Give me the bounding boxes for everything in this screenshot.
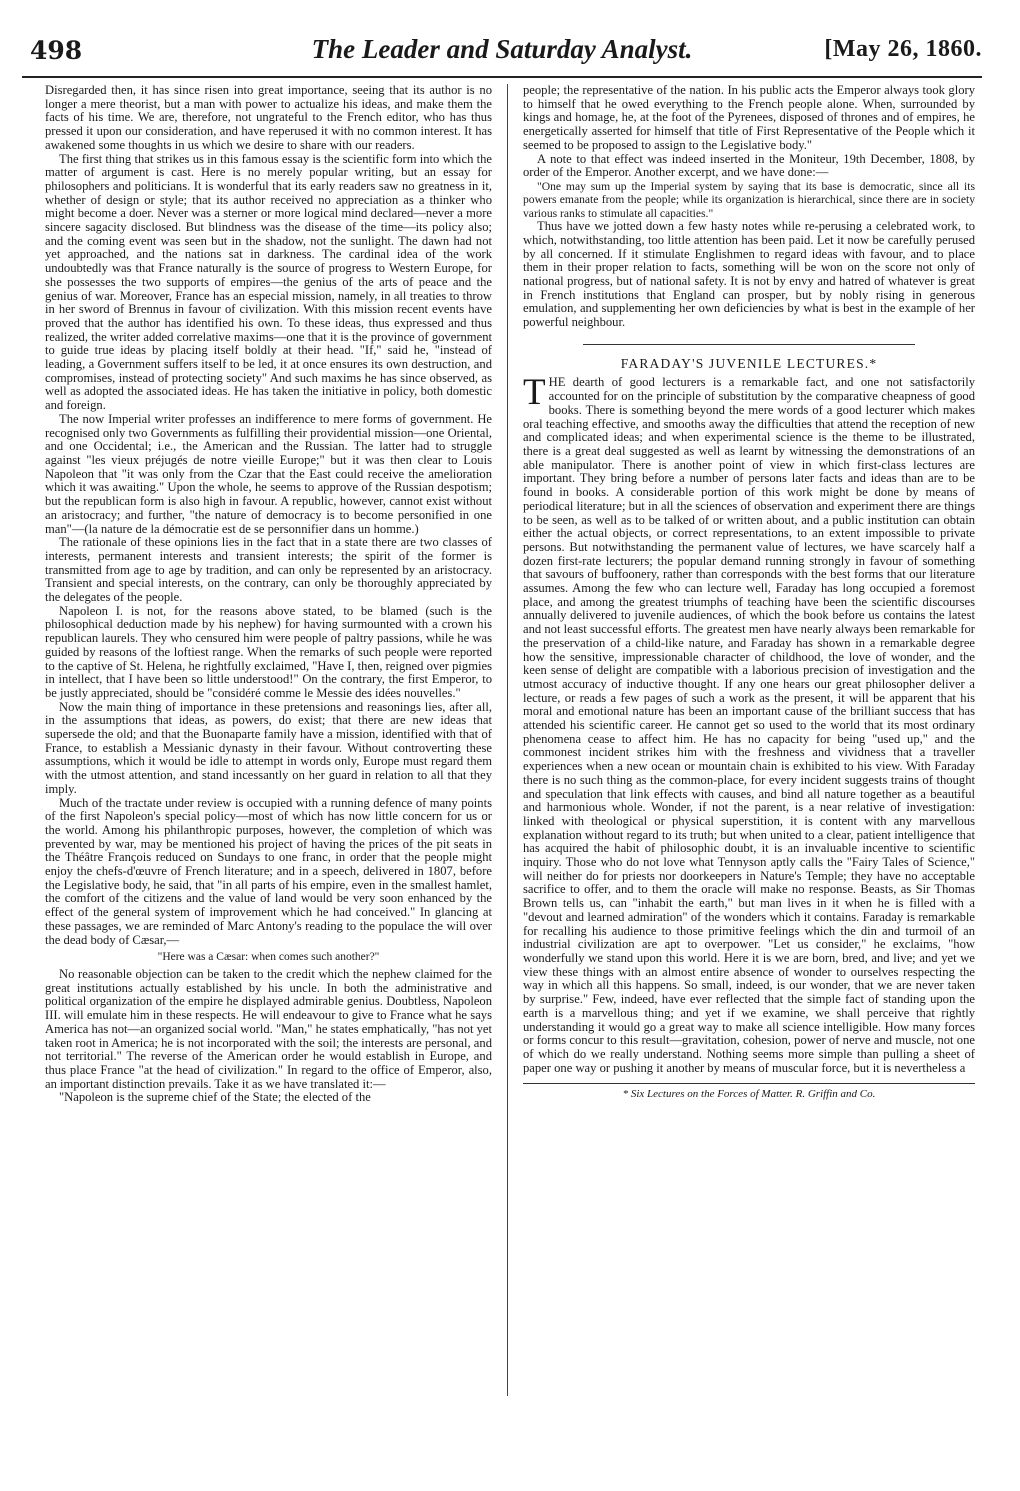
article-paragraph: Now the main thing of importance in these pretensions and reasonings lies, after all, in the assumptions that ideas, as powers, do exist; that there are new ideas that supersede the old; and that the Buonaparte family have a mission, identified with that of France, to establish a Messianic dynasty in their favour. Without controverting these assumptions, which it would be idle to attempt in words only, Europe must regard them with the utmost attention, and stand incessantly on her guard in relation to all that they imply. [45, 699, 492, 796]
article-paragraph: The now Imperial writer professes an indifference to mere forms of government. He recognised only two Governments as fulfilling their providential mission—one Oriental, and one Occidental; i.e., the American and the Russian. The latter had to struggle against "les vieux préjugés de notre vieille Europe;" but it was then clear to Louis Napoleon that "it was only from the Czar that the East could receive the amelioration which it was awaiting." Upon the whole, he seems to approve of the Russian despotism; but the republican form is also high in favour. A republic, however, cannot exist without an aristocracy; and further, "the nature of democracy is to become personified in one man"—(la nature de la démocratie est de se personnifier dans un homme.) [45, 411, 492, 536]
article-paragraph: Disregarded then, it has since risen into great importance, seeing that its author is no longer a mere theorist, but a man with power to actualize his ideas, and make them the facts of his time. We are, therefore, not ungrateful to the French editor, who has thus pressed it upon our consideration, and have reperused it with no common interest. It has awakened some thoughts in us which we desire to share with our readers. [45, 83, 492, 152]
block-quote: "One may sum up the Imperial system by saying that its base is democratic, since all its powers emanate from the people; while its organization is hierarchical, since there are in society various ranks to stimulate all capacities." [523, 179, 975, 220]
page-number: 498 [30, 36, 83, 65]
right-column [523, 84, 975, 1102]
left-column [45, 84, 492, 1105]
article-paragraph: No reasonable objection can be taken to the credit which the nephew claimed for the great institutions actually established by his uncle. In both the administrative and political organization of the empire he displayed admirable genius. Doubtless, Napoleon III. will emulate him in these respects. He will endeavour to give to France what he says America has not—an organized social world. "Man," he states emphatically, "has not yet taken root in America; he is not incorporated with the soil; the interests are personal, and not territorial." The reverse of the American order he would establish in Europe, and thus place France "at the head of civilization." In regard to the office of Emperor, also, an important distinction prevails. Take it as we have translated it:— [45, 967, 492, 1091]
shakespeare-quote: "Here was a Cæsar: when comes such another?" [157, 951, 380, 964]
lecture-paragraph [523, 372, 975, 1075]
article-paragraph: "Napoleon is the supreme chief of the State; the elected of the [59, 1090, 371, 1105]
article-paragraph: Napoleon I. is not, for the reasons above stated, to be blamed (such is the philosophical deduction made by his nephew) for having surmounted with a crown his republican laurels. They who censured him were people of paltry passions, while he was guided by reasons of the loftiest range. When the remarks of such people were reported to the captive of St. Helena, he rightfully exclaimed, "Have I, then, reigned over pigmies in intellect, that I have been so little understood!" On the contrary, the first Emperor, to be justly appreciated, should be "considéré comme le Messie des idées nouvelles." [45, 603, 492, 700]
article-paragraph: Thus have we jotted down a few hasty notes while re-perusing a celebrated work, to which, notwithstanding, too little attention has been paid. Let it now be carefully perused by all concerned. If it stimulate Englishmen to regard ideas with favour, and to place them in their proper relation to facts, something will be won on the score not only of national progress, but of national safety. It is not by envy and hatred of whatever is great in French institutions that England can prosper, but by nobly rising in generous emulation, and supplementing her own deficiencies by what is best in the example of her powerful neighbour. [523, 219, 975, 330]
article-paragraph: people; the representative of the nation. In his public acts the Emperor always took glory to himself that he owed everything to the French people alone. When, surrounded by kings and homage, he, at the foot of the Pyrenees, disposed of thrones and of empires, he energetically asserted for himself that title of First Representative of the People which it seemed to be proposed to assign to the Legislative body." [523, 83, 975, 152]
publication-title: The Leader and Saturday Analyst. [311, 34, 693, 64]
column-divider [507, 84, 508, 1396]
lecture-text: HE dearth of good lecturers is a remarkable fact, and one not satisfactorily accounted for on the principle of substitution by the comparative cheapness of good books. There is something beyond the mere words of a good lecturer which makes oral teaching effective, and smooths away the difficulties that attend the reception of new and complicated ideas; and when experimental science is the theme to be illustrated, there is a great deal suggested as well as learnt by witnessing the demonstrations of an able manipulator. There is another point of view in which first-class lectures are important. They bring before a number of persons later facts and ideas than are to be found in books. A considerable portion of this work might be done by means of periodical literature; but in all the sciences of observation and experiment there are things to be seen, as well as to be talked of or written about, and a public institution can obtain either the actual objects, or correct representations, to an extent impossible to private persons. But notwithstanding the permanent value of lectures, we have scarcely half a dozen first-rate lecturers; the popular demand running strongly in favour of something that savours of buffoonery, rather than corresponds with the best forms that our literature assumes. Among the few who can lecture well, Faraday has long occupied a foremost place, and among the greatest triumphs of teaching have been the scientific discourses annually delivered to juvenile audiences, of which the book before us contains the latest and not least successful efforts. The greatest men have nearly always been remarkable for the preservation of a child-like nature, and Faraday has shown in a remarkable degree how the sensitive, impressionable character of childhood, the love of wonder, and the keen sense of delight are compatible with a laborious precision of investigation and the utmost accuracy of inductive thought. If any one hears our great philosopher deliver a lecture, or reads a few pages of such a work as the present, it will be apparent that his moral and emotional nature has been an important cause of the brilliant success that has attended his scientific career. He cannot get so used to the world that its most ordinary phenomena cease to affect him. He has no capacity for being "used up," and the commonest incident strikes him with the freshness and vividness that a traveller experiences when a new ocean or mountain chain is exhibited to his view. With Faraday there is no such thing as the common-place, for every incident suggests trains of thought and speculation that link effects with causes, and bind all nature together as a beautiful and harmonious whole. Wonder, if not the parent, is a near relative of investigation: linked with theological or physical superstition, it is content with any marvellous explanation without regard to its truth; but when united to a clear, patient intelligence that has acquired the habit of philosophic doubt, it is an invaluable incentive to scientific inquiry. Those who do not love what Tennyson aptly calls the "Fairy Tales of Science," will neither do for priests nor doorkeepers in Nature's Temple; they have no acceptable sacrifice to offer, and to them the oracle will make no response. Beasts, as Sir Thomas Brown tells us, can "inhabit the earth," but man lives in it when he is filled with a "devout and learned admiration" of the wonders which it contains. Faraday is remarkable for recalling his audience to those primitive feelings which the din and turmoil of an industrial civilization are apt to overpower. "Let us consider," he exclaims, "how wonderfully we stand upon this world. Here it is we are born, bred, and live; and yet we view these things with an almost entire absence of wonder to ourselves respecting the way in which all this happens. So small, indeed, is our wonder, that we are never taken by surprise." Few, indeed, have ever reflected that the simple fact of standing upon the earth is a marvellous thing; and yet if we examine, we shall perceive that rightly understanding it would go a great way to make all science intelligible. How many forces or forms concur to this result—gravitation, cohesion, power of nerve and muscle, not one of which do we really understand. Nothing seems more simple than pulling a sheet of paper one way or pushing it another by means of muscular force, but it is nevertheless a [523, 375, 975, 1075]
footnote-divider [523, 1083, 975, 1084]
article-paragraph: Much of the tractate under review is occupied with a running defence of many points of the first Napoleon's special policy—most of which has now little concern for us or the world. Among his philanthropic purposes, however, the completion of which was prevented by war, may be mentioned his project of having the prices of the pit seats in the Théâtre François reduced on Sundays to one franc, in order that the people might enjoy the chefs-d'œuvre of French literature; and in a speech, delivered in 1807, before the Legislative body, he said, that "in all parts of his empire, even in the smallest hamlet, the comfort of the citizens and the value of land would be very soon enhanced by the effect of the general system of improvement which he had conceived." In glancing at these passages, we are reminded of Marc Antony's reading to the populace the will over the dead body of Cæsar,— [45, 795, 492, 947]
section-title: FARADAY'S JUVENILE LECTURES.* [620, 355, 878, 371]
page-header [22, 30, 982, 78]
issue-date: [May 26, 1860. [824, 36, 982, 62]
section-divider [583, 344, 915, 345]
article-paragraph: The first thing that strikes us in this famous essay is the scientific form into which the matter of argument is cast. Here is no merely popular writing, but an essay for philosophers and politicians. It is wonderful that its early readers saw no greatness in it, whether of design or style; that its author received no appreciation as a thinker who might become a doer. Never was a sterner or more logical mind declared—never a more sincere sagacity disclosed. But blindness was the disease of the time—its policy also; and the coming event was seen but in the shadow, not the sunlight. The dawn had not yet approached, and the nations sat in darkness. The cardinal idea of the work undoubtedly was that France naturally is the source of progress to Western Europe, for she possesses the two supports of empires—the genius of the arts of peace and the genius of war. Moreover, France has an especial mission, namely, in all treaties to throw in her sword of Brennus in favour of civilization. With this mission recent events have proved that the author has identified his own. To these ideas, thus expressed and thus realized, the writer added correlative maxims—one that it is the province of government to guide true ideas by placing itself boldly at their head. "If," said he, "instead of leading, a Government suffers itself to be led, it at once ensures its own destruction, and compromises, instead of protecting society" And such maxims he has since observed, as well as adopted the associated ideas. He has taken the initiative in policy, both domestic and foreign. [45, 151, 492, 413]
footnote: * Six Lectures on the Forces of Matter. R. Griffin and Co. [622, 1088, 876, 1101]
article-paragraph: The rationale of these opinions lies in the fact that in a state there are two classes of interests, permanent interests and transient interests; the spirit of the former is transmitted from age to age by tradition, and can only be represented by an aristocracy. Transient and special interests, on the contrary, can only be thoroughly appreciated by the delegates of the people. [45, 535, 492, 605]
article-paragraph: A note to that effect was indeed inserted in the Moniteur, 19th December, 1808, by order of the Emperor. Another excerpt, and we have done:— [523, 151, 975, 180]
drop-cap: T [523, 372, 546, 414]
